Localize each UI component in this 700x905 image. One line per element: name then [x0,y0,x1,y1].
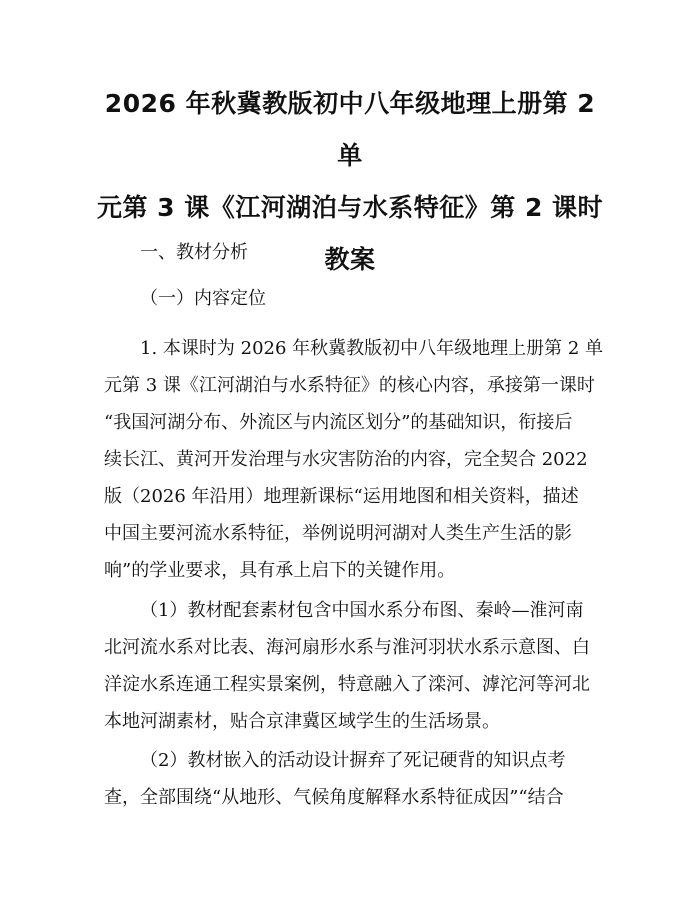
paragraph-line: 查，全部围绕“从地形、气候角度解释水系特征成因”“结合 [104,787,564,808]
subsection-heading: （一）内容定位 [140,288,266,309]
paragraph-line: 北河流水系对比表、海河扇形水系与淮河羽状水系示意图、白 [104,637,590,658]
paragraph-line: 洋淀水系连通工程实景案例，特意融入了滦河、滹沱河等河北 [104,674,590,695]
paragraph-line: “我国河湖分布、外流区与内流区划分”的基础知识，衔接后 [104,412,573,433]
title-line-3: 教案 [324,245,376,274]
paragraph-line: 元第 3 课《江河湖泊与水系特征》的核心内容，承接第一课时 [104,375,595,396]
section-heading: 一、教材分析 [140,242,248,263]
paragraph-line: （2）教材嵌入的活动设计摒弃了死记硬背的知识点考 [140,750,566,771]
paragraph-line: （1）教材配套素材包含中国水系分布图、秦岭—淮河南 [140,600,584,621]
paragraph-line: 中国主要河流水系特征，举例说明河湖对人类生产生活的影 [104,523,572,544]
paragraph-activities [104,742,600,816]
paragraph-line: 版（2026 年沿用）地理新课标“运用地图和相关资料，描述 [104,486,579,507]
paragraph-line: 续长江、黄河开发治理与水灾害防治的内容，完全契合 2022 [104,449,588,470]
title-line-2: 元第 3 课《江河湖泊与水系特征》第 2 课时 [96,193,604,222]
title-line-1: 2026 年秋冀教版初中八年级地理上册第 2 单 [104,89,596,170]
paragraph-materials [104,592,600,740]
paragraph-line: 本地河湖素材，贴合京津冀区域学生的生活场景。 [104,711,500,732]
paragraph-content-positioning [104,330,604,589]
paragraph-line: 1. 本课时为 2026 年秋冀教版初中八年级地理上册第 2 单 [140,338,604,359]
paragraph-line: 响”的学业要求，具有承上启下的关键作用。 [104,560,456,581]
